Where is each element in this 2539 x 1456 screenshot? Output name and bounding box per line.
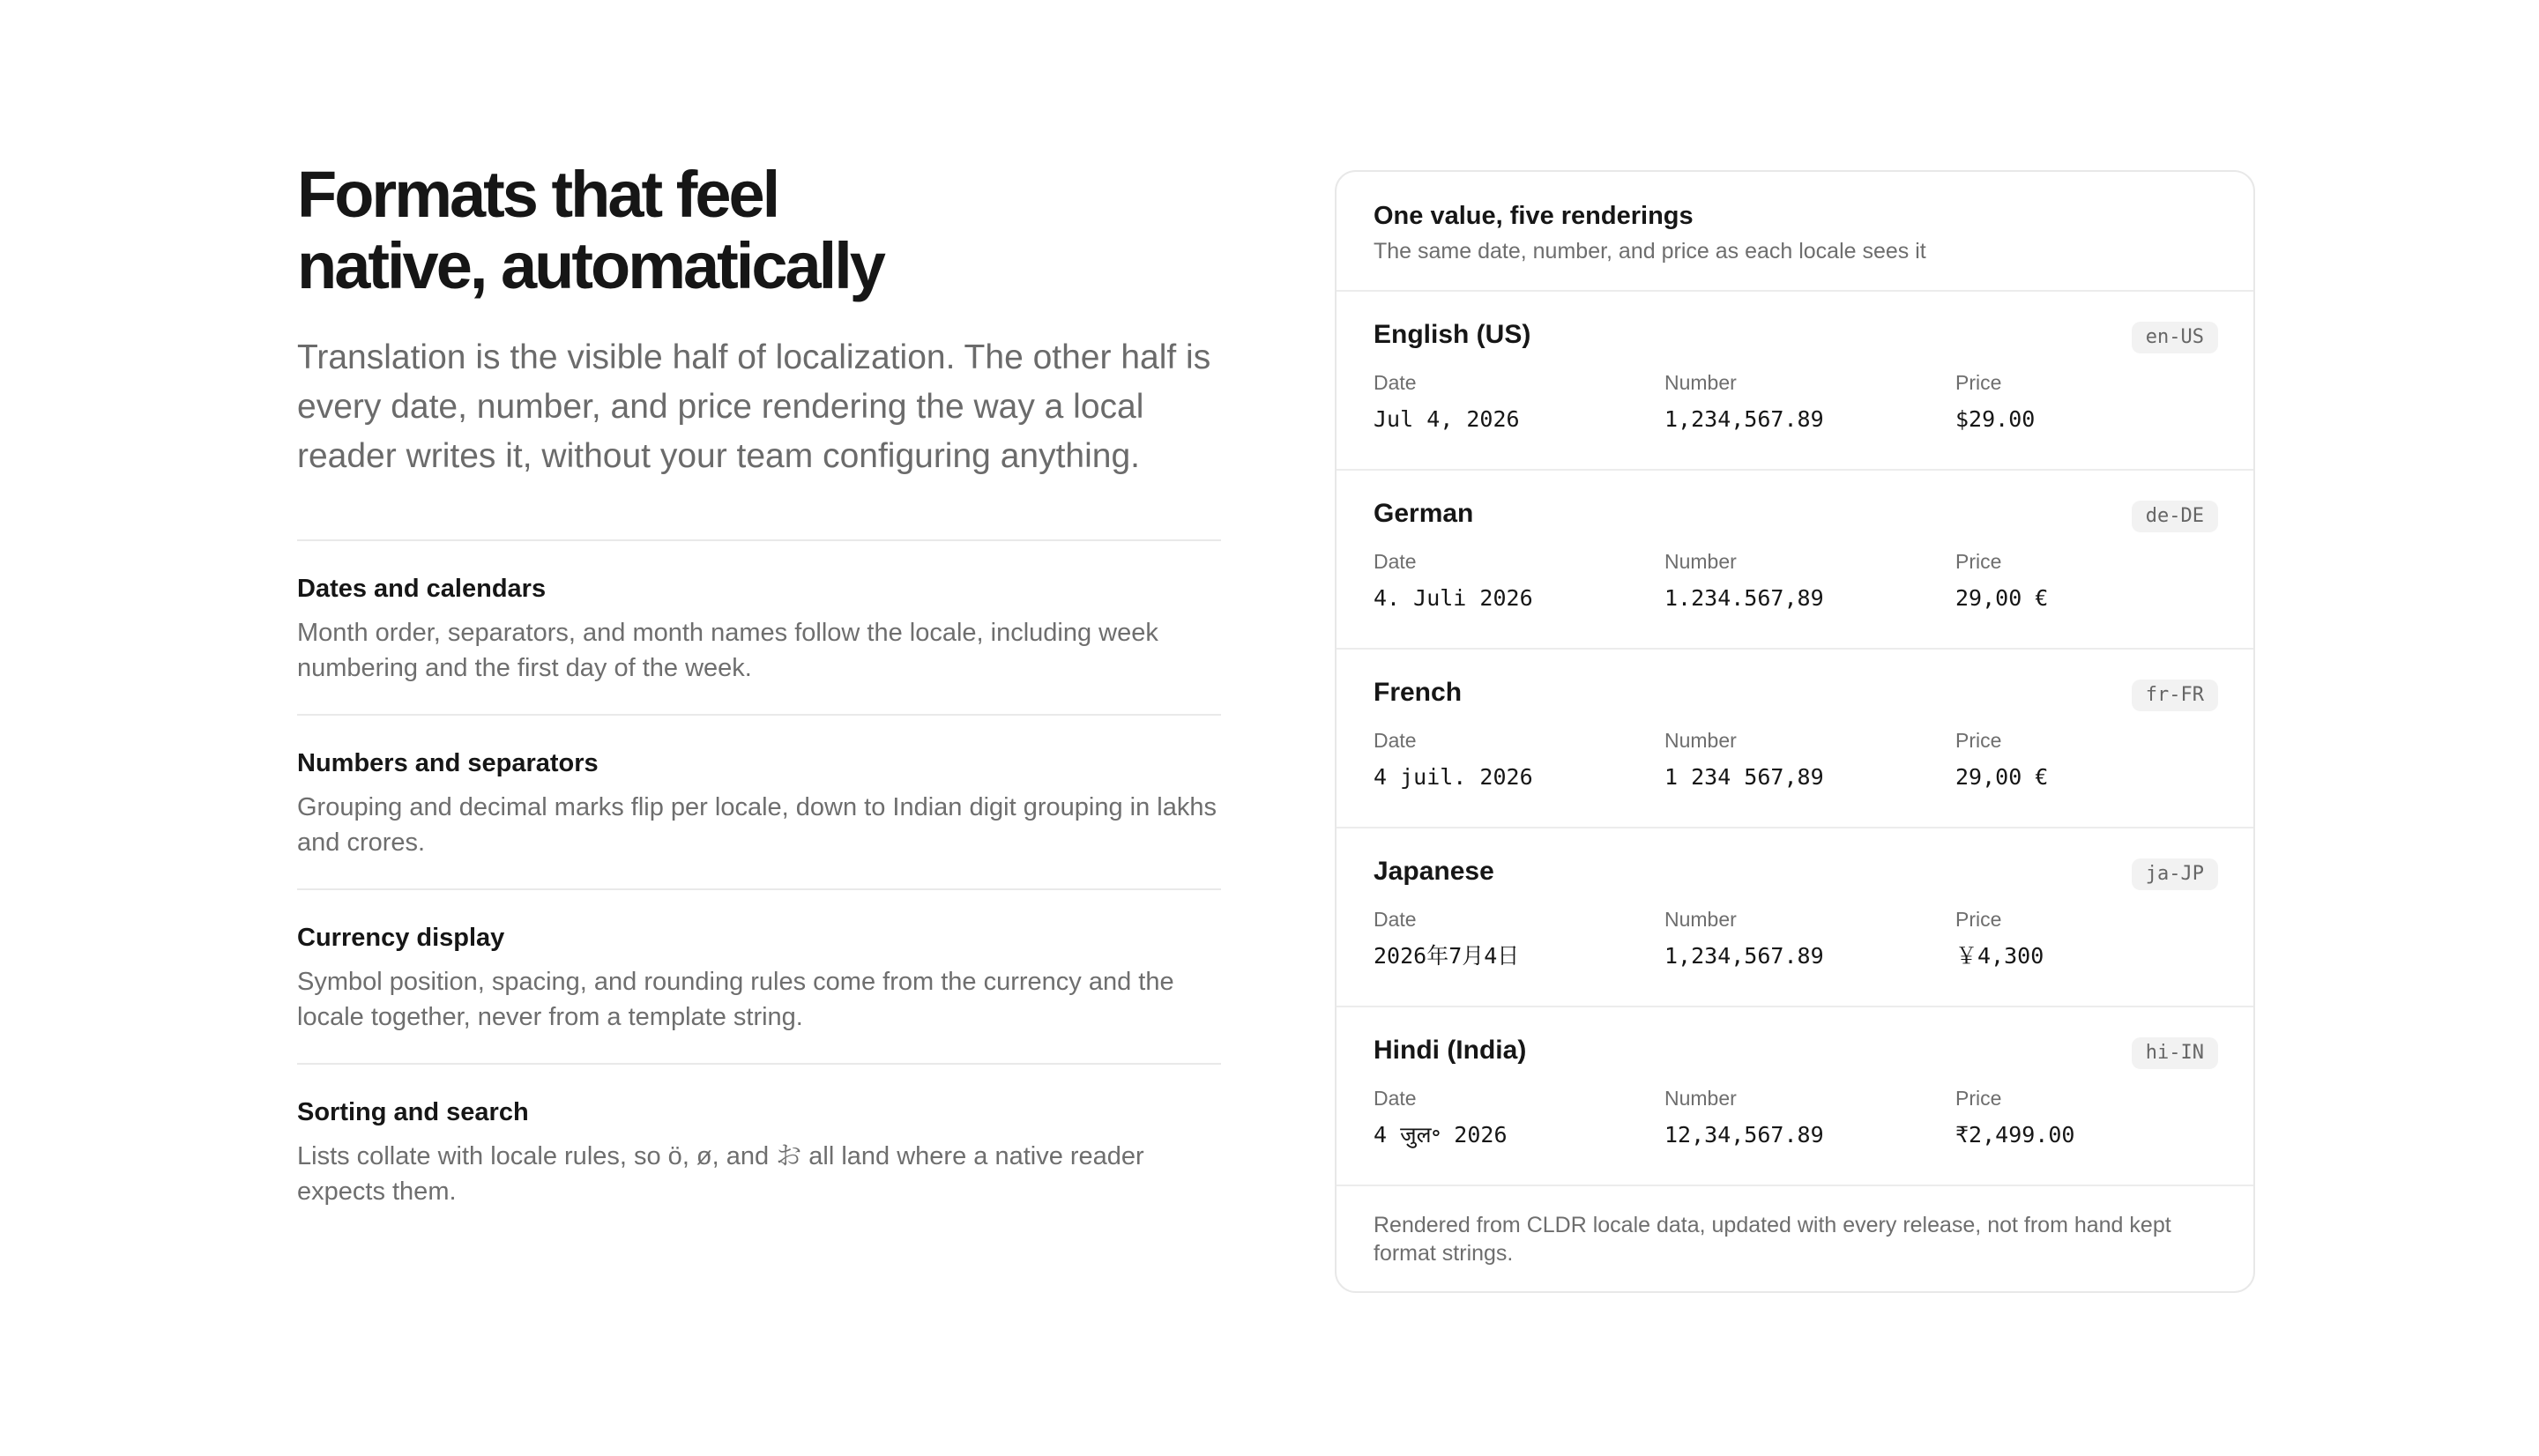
date-label: Date [1374,371,1417,394]
price-label: Price [1955,1087,2002,1110]
date-value: Jul 4, 2026 [1374,406,1520,432]
feature-list [297,539,1221,1237]
price-value: 29,00 € [1955,585,2049,611]
price-value: ₹2,499.00 [1955,1122,2075,1148]
feature-title: Currency display [297,924,505,952]
feature-title: Sorting and search [297,1098,529,1126]
locale-values [1374,727,2216,798]
date-label: Date [1374,908,1417,931]
feature-title: Numbers and separators [297,749,599,777]
number-label: Number [1664,371,1737,394]
date-label: Date [1374,1087,1417,1110]
date-value: 2026年7月4日 [1374,943,1520,969]
hero-section [297,159,1221,1237]
price-column [1955,369,2035,435]
number-value: 1,234,567.89 [1664,943,1824,969]
number-value: 1.234.567,89 [1664,585,1824,611]
locale-row-de-de [1337,471,2253,650]
date-column [1374,727,1533,792]
card-footer-note: Rendered from CLDR locale data, updated with every release, not from hand kept format strings. [1374,1213,2171,1266]
number-column [1664,727,1824,792]
number-column [1664,906,1824,971]
price-value: $29.00 [1955,406,2036,432]
price-value: ￥4,300 [1955,943,2044,969]
number-value: 1 234 567,89 [1664,764,1824,790]
price-label: Price [1955,729,2002,752]
price-column [1955,906,2044,971]
number-column [1664,548,1824,613]
locale-name: German [1374,499,1474,528]
feature-description: Grouping and decimal marks flip per locale, down to Indian digit grouping in lakhs and crores. [297,793,1217,857]
feature-title: Dates and calendars [297,575,547,603]
locale-row-ja-jp [1337,828,2253,1007]
feature-currency [297,888,1221,1063]
locale-code-badge: de-DE [2132,501,2218,532]
number-column [1664,1085,1824,1150]
locale-values [1374,906,2216,977]
price-column [1955,727,2048,792]
number-value: 12,34,567.89 [1664,1122,1824,1148]
feature-description: Lists collate with locale rules, so ö, ø, and お all land where a native reader expects them. [297,1142,1144,1206]
card-subtitle: The same date, number, and price as each locale sees it [1374,239,1926,264]
date-column [1374,548,1533,613]
feature-description: Symbol position, spacing, and rounding rules come from the currency and the locale together, never from a template string. [297,968,1174,1031]
price-column [1955,548,2048,613]
locale-name: Japanese [1374,857,1494,886]
date-label: Date [1374,729,1417,752]
card-header [1337,172,2253,292]
date-column [1374,369,1520,435]
headline-line-1: Formats that feel [297,158,778,231]
price-label: Price [1955,550,2002,573]
date-value: 4 juil. 2026 [1374,764,1533,790]
locale-name: English (US) [1374,320,1531,349]
locale-row-en-us [1337,292,2253,471]
locale-code-badge: hi-IN [2132,1037,2218,1069]
price-label: Price [1955,371,2002,394]
locale-values [1374,369,2216,440]
date-label: Date [1374,550,1417,573]
number-label: Number [1664,1087,1737,1110]
locale-row-hi-in [1337,1007,2253,1186]
locale-name: Hindi (India) [1374,1036,1527,1065]
locale-code-badge: ja-JP [2132,858,2218,890]
locale-comparison-card [1335,170,2255,1293]
feature-numbers [297,714,1221,888]
locale-code-badge: fr-FR [2132,680,2218,711]
price-column [1955,1085,2074,1150]
intro-text: Translation is the visible half of localization. The other half is every date, number, and price rendering the way a local reader writes it, without your team configuring anything. [297,338,1211,475]
locale-values [1374,548,2216,619]
feature-description: Month order, separators, and month names follow the locale, including week numbering and the first day of the week. [297,619,1158,682]
locale-values [1374,1085,2216,1155]
number-label: Number [1664,550,1737,573]
price-value: 29,00 € [1955,764,2049,790]
date-column [1374,906,1519,971]
headline [297,159,1221,301]
date-value: 4 जुल॰ 2026 [1374,1122,1508,1148]
headline-line-2: native, automatically [297,229,883,302]
locale-name: French [1374,678,1463,707]
number-column [1664,369,1824,435]
number-label: Number [1664,729,1737,752]
card-title: One value, five renderings [1374,202,1694,230]
number-label: Number [1664,908,1737,931]
locale-row-fr-fr [1337,650,2253,828]
date-value: 4. Juli 2026 [1374,585,1533,611]
feature-dates [297,539,1221,714]
price-label: Price [1955,908,2002,931]
number-value: 1,234,567.89 [1664,406,1824,432]
locale-code-badge: en-US [2132,322,2218,353]
feature-sorting [297,1063,1221,1237]
date-column [1374,1085,1508,1150]
